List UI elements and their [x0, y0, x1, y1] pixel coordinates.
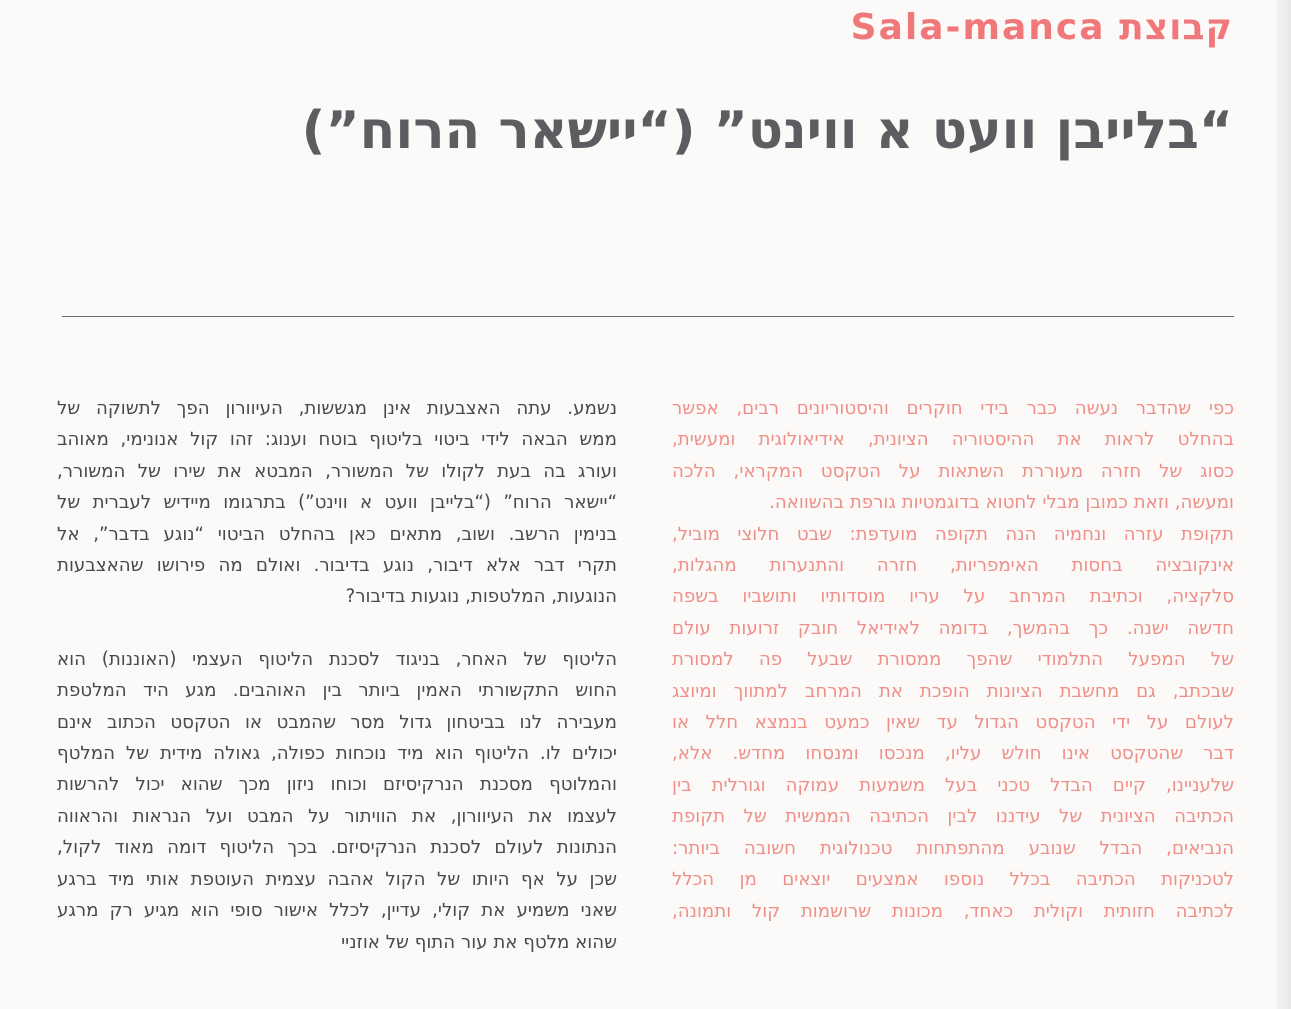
article-title: “בלייבן וועט א ווינט” (“יישאר הרוח”) [301, 101, 1233, 161]
text-line: ממש הבאה לידי ביטוי בליטוף בוטח וענוג: זהו קול אנונימי, מאוהב [57, 429, 617, 451]
text-line: בנימין הרשב. ושוב, מתאים כאן בהחלט הביטוי “נוגע בדבר”, אל [57, 523, 617, 545]
divider [62, 316, 1234, 317]
text-line: לעצמו את העיוורון, את הוויתור על המבט ועל הנראות והראווה [57, 805, 617, 827]
paper-edge [1277, 0, 1291, 1009]
text-line: חדשה ישנה. כך בהמשך, בדומה לאידיאל חובק זרועות עולם [672, 617, 1234, 639]
text-line: נשמע. עתה האצבעות אינן מגששות, העיוורון הפך לתשוקה של [57, 398, 617, 419]
text-line: בהחלט לראות את ההיסטוריה הציונית, אידיאולוגית ומעשית, [672, 429, 1234, 451]
right-column-paragraph [672, 393, 1234, 927]
group-name: Sala-manca [850, 7, 1106, 48]
text-line: שאני משמיע את קולי, עדיין, לכלל אישור סופי הוא מגיע רק מרגע [57, 900, 617, 922]
text-line: הנתונות לעולם לסכנת הנרקיסיזם. בכך הליטוף דומה מאוד לקול, [57, 837, 617, 859]
text-line: הנוגעות, המלטפות, נוגעות בדיבור? [345, 586, 617, 608]
text-line: לכתיבה חזותית וקולית כאחד, מכונות שרושמות קול ותמונה, [672, 900, 1234, 922]
text-line: לטכניקות הכתיבה בכלל נוספו אמצעים יוצאים מן הכלל [672, 869, 1234, 891]
text-line: אינקובציה בחסות האימפריות, חזרה והתנערות מהגלות, [672, 555, 1234, 577]
text-line: לעולם על ידי הטקסט הגדול עד שאין כמעט בנמצא חלל או [672, 712, 1234, 734]
text-line: ועורג בה בעת לקולו של המשורר, המבטא את שירו של המשורר, [57, 460, 617, 482]
text-line: הליטוף של האחר, בניגוד לסכנת הליטוף העצמי (האוננות) הוא [57, 648, 617, 670]
group-label: קבוצת [1119, 7, 1233, 48]
text-line: מעבירה לנו בביטחון גדול מסר שהמבט או הטקסט הכתוב אינם [57, 711, 617, 733]
text-line: תקופת עזרה ונחמיה הנה תקופה מועדפת: שבט חלוצי מוביל, [672, 523, 1234, 545]
left-column-paragraph-2 [57, 644, 617, 958]
text-line: כפי שהדבר נעשה כבר בידי חוקרים והיסטוריונים רבים, אפשר [672, 398, 1234, 419]
text-line: שכן על אף היותו של הקול אהבה עצמית העוטפת אותי מיד ברגע [57, 868, 617, 890]
text-line: יכולים לו. הליטוף הוא מיד נוכחות כפולה, גאולה מידית של המלטף [57, 743, 617, 765]
text-line: של המפעל התלמודי שהפך ממסורת שבעל פה למסורת [672, 649, 1234, 671]
text-line: החוש התקשורתי האמין ביותר בין האוהבים. מגע היד המלטפת [57, 680, 617, 702]
text-line: והמלוטף מסכנת הנרקיסיזם וכוחו ניזון מכך שהוא יכול להרשות [57, 774, 617, 796]
text-line: סלקציה, וכתיבת המרחב על עריו מוסדותיו ותושביו בשפה [672, 586, 1234, 608]
text-line: הנביאים, הבדל שנובע מהתפתחות טכנולוגית חשובה ביותר: [672, 837, 1234, 859]
text-line: שלעניינו, קיים הבדל טכני בעל משמעות עמוקה וגורלית בין [672, 774, 1234, 796]
text-line: “יישאר הרוח” (“בלייבן וועט א ווינט”) בתרגומו מיידיש לעברית של [57, 492, 617, 514]
text-line: ומעשה, וזאת כמובן מבלי לחטוא בדוגמטיות גורפת בהשוואה. [769, 492, 1234, 514]
text-line: דבר שהטקסט אינו חולש עליו, מנכסו ומנסחו מחדש. אלא, [672, 743, 1234, 765]
right-column [672, 393, 1234, 927]
text-line: שהוא מלטף את עור התוף של אוזניי [341, 931, 617, 953]
text-line: הכתיבה הציונית של עידננו לבין הכתיבה הממשית של תקופת [672, 806, 1234, 828]
text-line: שבכתב, גם מחשבת הציונות הופכת את המרחב למתווך ומיוצג [672, 680, 1234, 702]
group-header [851, 4, 1233, 52]
left-column-paragraph-1 [57, 393, 617, 613]
left-column [57, 393, 617, 958]
text-line: כסוג של חזרה מעוררת השתאות על הטקסט המקראי, הלכה [672, 460, 1234, 482]
text-line: תקרי דבר אלא דיבור, נוגע בדיבור. ואולם מה פירושו שהאצבעות [57, 555, 617, 577]
